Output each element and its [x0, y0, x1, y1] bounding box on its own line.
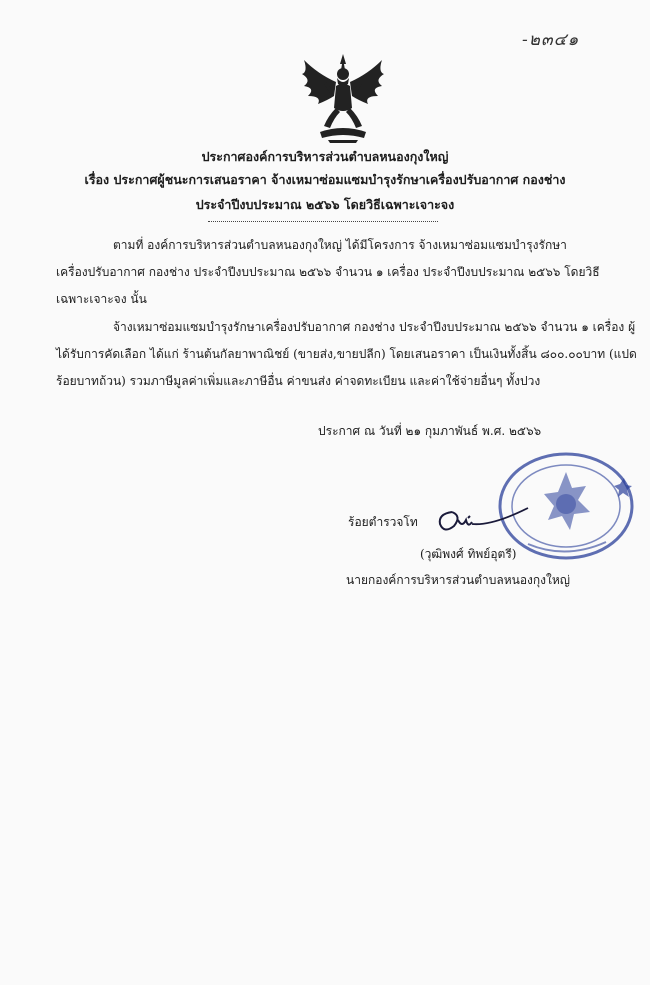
- paragraph-2-line-1: จ้างเหมาซ่อมแซมบำรุงรักษาเครื่องปรับอากาศ กองช่าง ประจำปีงบประมาณ ๒๕๖๖ จำนวน ๑ เครื่อง ผู้: [113, 320, 636, 334]
- paragraph-1-line-2: เครื่องปรับอากาศ กองช่าง ประจำปีงบประมาณ ๒๕๖๖ จำนวน ๑ เครื่อง ประจำปีงบประมาณ ๒๕๖๖ โดยวิธี: [56, 265, 600, 279]
- paragraph-2-line-3: ร้อยบาทถ้วน) รวมภาษีมูลค่าเพิ่มและภาษีอื่น ค่าขนส่ง ค่าจดทะเบียน และค่าใช้จ่ายอื่นๆ ทั้งปวง: [56, 374, 541, 388]
- paragraph-2-line-2: ได้รับการคัดเลือก ได้แก่ ร้านต้นกัลยาพาณิชย์ (ขายส่ง,ขายปลีก) โดยเสนอราคา เป็นเงินทั้งสิ้น ๘๐๐.๐๐บาท (แปด: [56, 347, 637, 361]
- title-divider: [208, 221, 438, 222]
- signer-name: (วุฒิพงศ์ ทิพย์อุตรี): [420, 547, 517, 561]
- signer-position: นายกองค์การบริหารส่วนตำบลหนองกุงใหญ่: [346, 573, 571, 587]
- title-line-2: เรื่อง ประกาศผู้ชนะการเสนอราคา จ้างเหมาซ่อมแซมบำรุงรักษาเครื่องปรับอากาศ กองช่าง: [84, 172, 566, 187]
- signature-rank: ร้อยตำรวจโท: [348, 515, 418, 529]
- announcement-date: ประกาศ ณ วันที่ ๒๑ กุมภาพันธ์ พ.ศ. ๒๕๖๖: [318, 424, 542, 438]
- title-line-1: ประกาศองค์การบริหารส่วนตำบลหนองกุงใหญ่: [201, 149, 449, 164]
- title-line-3: ประจำปีงบประมาณ ๒๕๖๖ โดยวิธีเฉพาะเจาะจง: [195, 197, 455, 212]
- paragraph-1-line-1: ตามที่ องค์การบริหารส่วนตำบลหนองกุงใหญ่ ได้มีโครงการ จ้างเหมาซ่อมแซมบำรุงรักษา: [113, 238, 567, 252]
- paragraph-1-line-3: เฉพาะเจาะจง นั้น: [56, 292, 147, 306]
- corner-note: -๒๓๔๑: [522, 30, 580, 50]
- garuda-emblem-icon: [298, 52, 388, 144]
- handwritten-signature-icon: [432, 498, 532, 538]
